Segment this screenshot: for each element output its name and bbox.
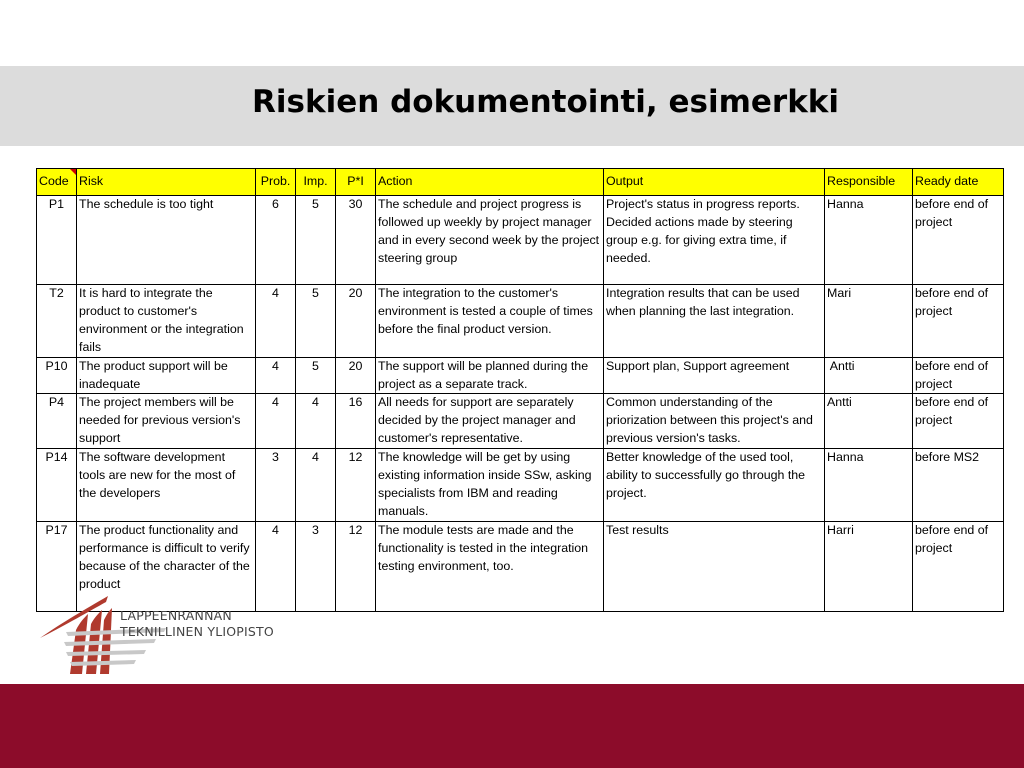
cell-responsible: Antti — [825, 394, 913, 449]
header-risk: Risk — [77, 169, 256, 196]
cell-ready-date: before end of project — [913, 357, 1004, 394]
risk-table — [36, 168, 1004, 612]
cell-responsible: Antti — [825, 357, 913, 394]
cell-action: The schedule and project progress is followed up weekly by project manager and in every second week by the project steering group — [376, 196, 604, 285]
cell-risk: The product functionality and performance is difficult to verify because of the character of the product — [77, 521, 256, 611]
cell-code: P17 — [37, 521, 77, 611]
cell-risk: The schedule is too tight — [77, 196, 256, 285]
slide-title: Riskien dokumentointi, esimerkki — [252, 84, 840, 120]
cell-output: Project's status in progress reports. Decided actions made by steering group e.g. for giving extra time, if needed. — [604, 196, 825, 285]
header-responsible: Responsible — [825, 169, 913, 196]
cell-ready-date: before end of project — [913, 394, 1004, 449]
cell-action: The integration to the customer's environment is tested a couple of times before the final product version. — [376, 285, 604, 358]
cell-prob: 4 — [256, 394, 296, 449]
header-code-label: Code — [39, 174, 69, 189]
cell-risk: The software development tools are new for the most of the developers — [77, 449, 256, 522]
cell-action: The module tests are made and the functionality is tested in the integration testing environment, too. — [376, 521, 604, 611]
header-prob: Prob. — [256, 169, 296, 196]
cell-action: All needs for support are separately decided by the project manager and customer's representative. — [376, 394, 604, 449]
cell-prob: 4 — [256, 521, 296, 611]
header-imp: Imp. — [296, 169, 336, 196]
header-pi: P*I — [336, 169, 376, 196]
cell-risk: The project members will be needed for previous version's support — [77, 394, 256, 449]
table-row — [37, 521, 1004, 611]
cell-pi: 20 — [336, 285, 376, 358]
cell-pi: 20 — [336, 357, 376, 394]
cell-code: T2 — [37, 285, 77, 358]
cell-ready-date: before end of project — [913, 285, 1004, 358]
cell-pi: 30 — [336, 196, 376, 285]
cell-responsible: Mari — [825, 285, 913, 358]
table-row — [37, 394, 1004, 449]
cell-output: Test results — [604, 521, 825, 611]
cell-prob: 6 — [256, 196, 296, 285]
cell-imp: 5 — [296, 285, 336, 358]
cell-imp: 4 — [296, 449, 336, 522]
cell-pi: 12 — [336, 521, 376, 611]
cell-output: Better knowledge of the used tool, ability to successfully go through the project. — [604, 449, 825, 522]
cell-code: P1 — [37, 196, 77, 285]
header-code — [37, 169, 77, 196]
footer-band — [0, 684, 1024, 768]
table-row — [37, 449, 1004, 522]
table-row — [37, 285, 1004, 358]
cell-action: The support will be planned during the project as a separate track. — [376, 357, 604, 394]
cell-responsible: Harri — [825, 521, 913, 611]
table-row — [37, 196, 1004, 285]
header-ready-date: Ready date — [913, 169, 1004, 196]
comment-marker-icon[interactable] — [70, 169, 76, 175]
cell-imp: 5 — [296, 357, 336, 394]
cell-risk: The product support will be inadequate — [77, 357, 256, 394]
cell-pi: 16 — [336, 394, 376, 449]
cell-prob: 3 — [256, 449, 296, 522]
cell-imp: 3 — [296, 521, 336, 611]
university-name — [120, 608, 274, 640]
cell-imp: 5 — [296, 196, 336, 285]
header-action: Action — [376, 169, 604, 196]
cell-prob: 4 — [256, 357, 296, 394]
table-row — [37, 357, 1004, 394]
cell-responsible: Hanna — [825, 449, 913, 522]
cell-output: Integration results that can be used when planning the last integration. — [604, 285, 825, 358]
table-header-row — [37, 169, 1004, 196]
cell-imp: 4 — [296, 394, 336, 449]
cell-risk: It is hard to integrate the product to customer's environment or the integration fails — [77, 285, 256, 358]
cell-pi: 12 — [336, 449, 376, 522]
cell-output: Support plan, Support agreement — [604, 357, 825, 394]
cell-output: Common understanding of the priorization between this project's and previous version's tasks. — [604, 394, 825, 449]
cell-code: P14 — [37, 449, 77, 522]
cell-ready-date: before end of project — [913, 196, 1004, 285]
cell-ready-date: before end of project — [913, 521, 1004, 611]
university-name-line2: TEKNILLINEN YLIOPISTO — [120, 624, 274, 639]
cell-code: P10 — [37, 357, 77, 394]
cell-code: P4 — [37, 394, 77, 449]
university-name-line1: LAPPEENRANNAN — [120, 608, 232, 623]
header-output: Output — [604, 169, 825, 196]
cell-prob: 4 — [256, 285, 296, 358]
cell-responsible: Hanna — [825, 196, 913, 285]
cell-action: The knowledge will be get by using existing information inside SSw, asking specialists from IBM and reading manuals. — [376, 449, 604, 522]
cell-ready-date: before MS2 — [913, 449, 1004, 522]
